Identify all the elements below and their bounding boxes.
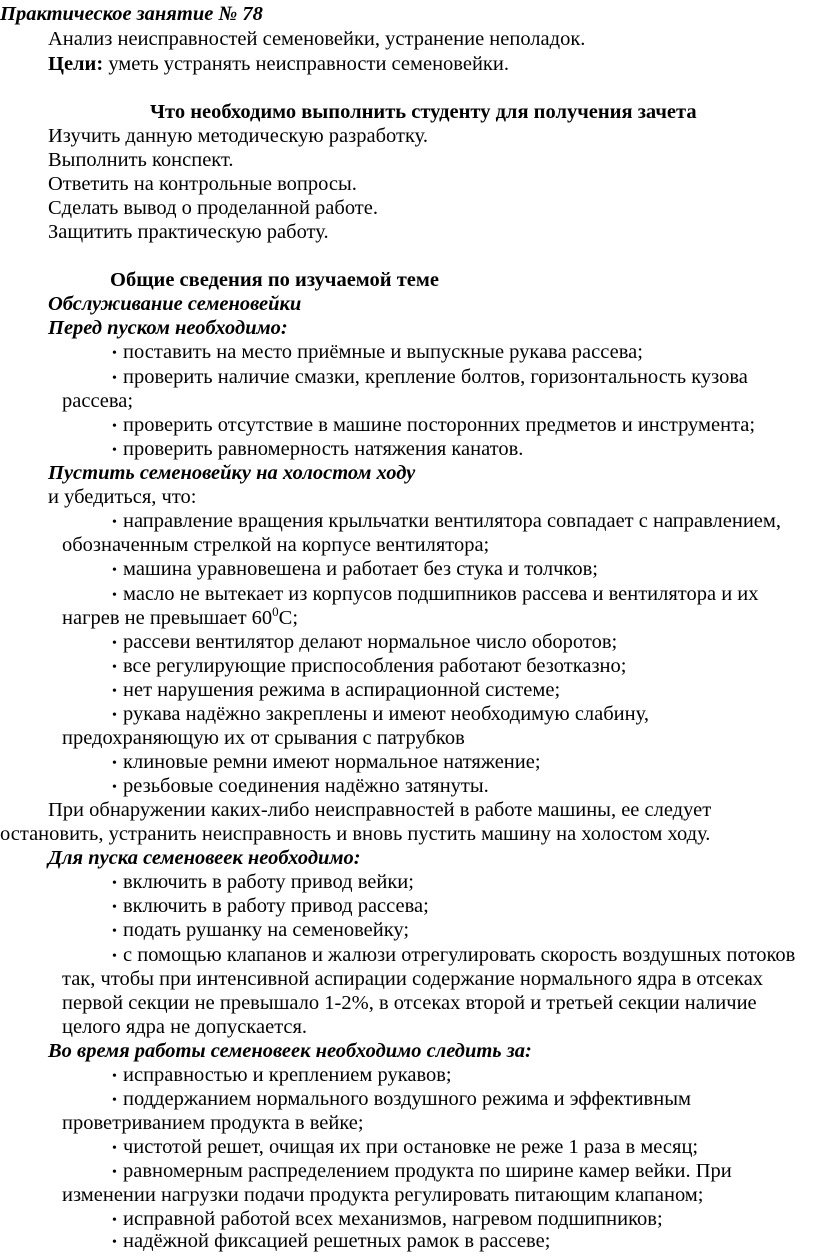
list-item: • включить в работу привод вейки;: [112, 870, 414, 897]
bullet-icon: •: [112, 949, 117, 964]
section-subheading: Обслуживание семеновейки: [48, 293, 302, 315]
general-heading: Общие сведения по изучаемой теме: [110, 269, 439, 291]
task-item: Ответить на контрольные вопросы.: [48, 173, 357, 195]
list-item-continuation: так, чтобы при интенсивной аспирации содержание нормального ядра в отсеках: [62, 968, 764, 990]
list-item: • проверить наличие смазки, крепление болтов, горизонтальность кузова: [112, 365, 814, 392]
bullet-icon: •: [112, 588, 117, 603]
list-item: • равномерным распределением продукта по ширине камер вейки. При: [112, 1159, 732, 1186]
list-item: • нет нарушения режима в аспирационной системе;: [112, 678, 560, 705]
list-item: • надёжной фиксацией решетных рамок в рассеве;: [112, 1229, 550, 1256]
goal-label: Цели:: [48, 53, 104, 75]
list-item: • включить в работу привод рассева;: [112, 894, 429, 921]
list-item: • чистотой решет, очищая их при остановке не реже 1 раза в месяц;: [112, 1135, 698, 1162]
list-item-continuation: рассева;: [62, 390, 134, 412]
list-item: • все регулирующие приспособления работают безотказно;: [112, 654, 626, 681]
before-start-heading: Перед пуском необходимо:: [48, 317, 288, 339]
list-item-continuation: предохраняющую их от срывания с патрубков: [62, 727, 465, 749]
bullet-icon: •: [112, 756, 117, 771]
task-item: Сделать вывод о проделанной работе.: [48, 197, 378, 219]
paragraph: При обнаружении каких-либо неисправностей в работе машины, ее следует: [48, 799, 712, 821]
list-item-continuation: нагрев не превышает $60^0С$;: [62, 604, 299, 629]
bullet-icon: •: [112, 1141, 117, 1156]
bullet-icon: •: [112, 780, 117, 795]
bullet-icon: •: [112, 443, 117, 458]
idle-run-heading: Пустить семеновейку на холостом ходу: [48, 462, 416, 484]
list-item-continuation: изменении нагрузки подачи продукта регулировать питающим клапаном;: [62, 1184, 704, 1206]
lesson-goal: [48, 52, 816, 77]
list-item: • рукава надёжно закреплены и имеют необходимую слабину,: [112, 702, 649, 729]
idle-run-intro: и убедиться, что:: [48, 486, 197, 508]
bullet-icon: •: [112, 660, 117, 675]
bullet-icon: •: [112, 684, 117, 699]
bullet-icon: •: [112, 1069, 117, 1084]
list-item-continuation: обозначенным стрелкой на корпусе вентилятора;: [62, 534, 490, 556]
list-item: • резьбовые соединения надёжно затянуты.: [112, 774, 489, 801]
list-item: • с помощью клапанов и жалюзи отрегулировать скорость воздушных потоков: [112, 943, 795, 970]
task-item: Выполнить конспект.: [48, 149, 234, 171]
list-item: • исправной работой всех механизмов, нагревом подшипников;: [112, 1207, 663, 1234]
list-item: • машина уравновешена и работает без стука и толчков;: [112, 557, 598, 584]
during-heading: Во время работы семеновеек необходимо следить за:: [48, 1040, 532, 1062]
bullet-icon: •: [112, 563, 117, 578]
list-item: • клиновые ремни имеют нормальное натяжение;: [112, 750, 541, 777]
bullet-icon: •: [112, 1093, 117, 1108]
list-item-continuation: проветриванием продукта в вейке;: [62, 1112, 364, 1134]
bullet-icon: •: [112, 1213, 117, 1228]
list-item: • масло не вытекает из корпусов подшипников рассева и вентилятора и их: [112, 582, 759, 609]
bullet-icon: •: [112, 371, 117, 386]
bullet-icon: •: [112, 876, 117, 891]
list-item-continuation: первой секции не превышало 1-2%, в отсеках второй и третьей секции наличие: [62, 992, 757, 1014]
bullet-icon: •: [112, 346, 117, 361]
start-heading: Для пуска семеновеек необходимо:: [48, 847, 361, 869]
goal-text: уметь устранять неисправности семеновейки.: [103, 53, 509, 75]
bullet-icon: •: [112, 1235, 117, 1250]
bullet-icon: •: [112, 900, 117, 915]
list-item: • рассеви вентилятор делают нормальное число оборотов;: [112, 630, 617, 657]
list-item: • поставить на место приёмные и выпускные рукава рассева;: [112, 340, 643, 367]
bullet-icon: •: [112, 1165, 117, 1180]
bullet-icon: •: [112, 515, 117, 530]
tasks-heading: Что необходимо выполнить студенту для получения зачета: [150, 101, 697, 123]
list-item: • исправностью и креплением рукавов;: [112, 1063, 452, 1090]
task-item: Изучить данную методическую разработку.: [48, 125, 428, 147]
list-item: • направление вращения крыльчатки вентилятора совпадает с направлением,: [112, 509, 781, 536]
list-item: • поддержанием нормального воздушного режима и эффективным: [112, 1087, 691, 1114]
paragraph-continuation: остановить, устранить неисправность и вновь пустить машину на холостом ходу.: [0, 823, 711, 845]
lesson-topic: Анализ неисправностей семеновейки, устранение неполадок.: [48, 28, 586, 50]
page-title: Практическое занятие № 78: [0, 3, 263, 25]
list-item-continuation: целого ядра не допускается.: [62, 1016, 308, 1038]
bullet-icon: •: [112, 636, 117, 651]
bullet-icon: •: [112, 924, 117, 939]
list-item: • проверить отсутствие в машине посторонних предметов и инструмента;: [112, 413, 755, 440]
bullet-icon: •: [112, 419, 117, 434]
task-item: Защитить практическую работу.: [48, 221, 329, 243]
list-item: • подать рушанку на семеновейку;: [112, 918, 409, 945]
degree-superscript: 0: [272, 604, 279, 619]
list-item: • проверить равномерность натяжения канатов.: [112, 437, 523, 464]
bullet-icon: •: [112, 708, 117, 723]
